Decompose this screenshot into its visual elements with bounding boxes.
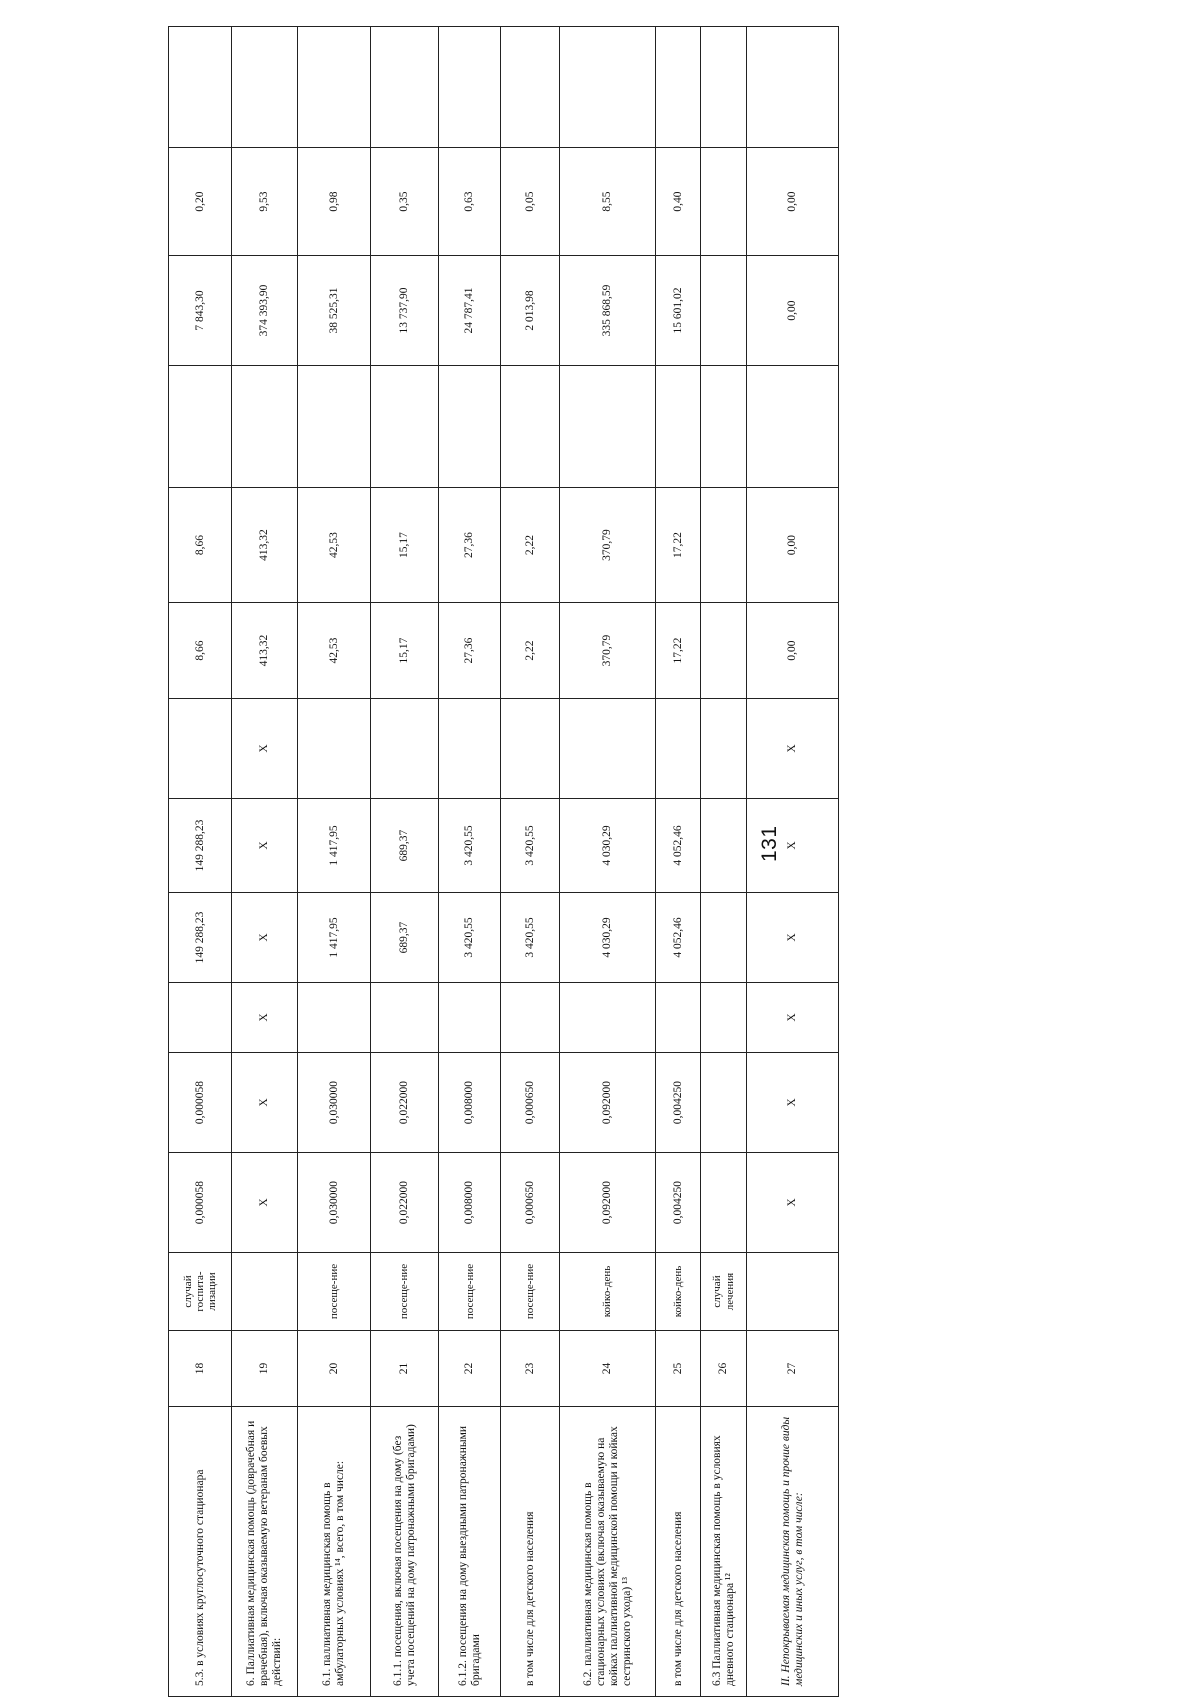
value-cell: 413,32 <box>232 603 298 699</box>
value-cell: 0,004250 <box>656 1053 701 1153</box>
value-cell: 4 052,46 <box>656 799 701 893</box>
value-cell <box>439 699 501 799</box>
unit-cell: койко-день <box>560 1253 656 1331</box>
value-cell: 149 288,23 <box>169 799 232 893</box>
value-cell: 17,22 <box>656 488 701 603</box>
value-cell <box>232 366 298 488</box>
value-cell: 0,35 <box>370 148 438 256</box>
value-cell <box>701 1053 747 1153</box>
row-number-cell: 22 <box>439 1331 501 1407</box>
unit-cell: посеще-ние <box>439 1253 501 1331</box>
value-cell: 15,17 <box>370 603 438 699</box>
value-cell <box>298 27 371 148</box>
value-cell: 413,32 <box>232 488 298 603</box>
row-name-cell: 6.1.1. посещения, включая посещения на дому (без учета посещений на дому патронажными бригадами) <box>370 1407 438 1697</box>
value-cell <box>560 27 656 148</box>
value-cell: 42,53 <box>298 603 371 699</box>
page-number: 131 <box>758 825 781 862</box>
value-cell: 0,022000 <box>370 1053 438 1153</box>
value-cell <box>560 983 656 1053</box>
value-cell: 370,79 <box>560 603 656 699</box>
row-name-cell: 6.1. паллиативная медицинская помощь в амбулаторных условиях ¹⁴, всего, в том числе: <box>298 1407 371 1697</box>
value-cell: X <box>232 893 298 983</box>
row-name-cell: 5.3. в условиях круглосуточного стационара <box>169 1407 232 1697</box>
value-cell <box>501 366 560 488</box>
value-cell: 42,53 <box>298 488 371 603</box>
value-cell: X <box>232 799 298 893</box>
table-row <box>370 27 438 1697</box>
value-cell: X <box>747 799 839 893</box>
value-cell: 0,092000 <box>560 1153 656 1253</box>
table-row <box>656 27 701 1697</box>
value-cell <box>501 983 560 1053</box>
value-cell: 9,53 <box>232 148 298 256</box>
row-number-cell: 19 <box>232 1331 298 1407</box>
value-cell: 3 420,55 <box>439 799 501 893</box>
value-cell: 27,36 <box>439 603 501 699</box>
value-cell: X <box>232 983 298 1053</box>
value-cell: 0,022000 <box>370 1153 438 1253</box>
row-name-cell: II. Непокрываемая медицинская помощь и прочие виды медицинских и иных услуг, в том числе: <box>747 1407 839 1697</box>
value-cell <box>560 699 656 799</box>
value-cell: 13 737,90 <box>370 256 438 366</box>
value-cell <box>169 983 232 1053</box>
row-number-cell: 24 <box>560 1331 656 1407</box>
table-row <box>560 27 656 1697</box>
value-cell <box>701 27 747 148</box>
value-cell: 0,63 <box>439 148 501 256</box>
value-cell <box>656 27 701 148</box>
value-cell <box>501 27 560 148</box>
unit-cell: посеще-ние <box>501 1253 560 1331</box>
value-cell: 0,05 <box>501 148 560 256</box>
value-cell: 0,98 <box>298 148 371 256</box>
value-cell <box>701 699 747 799</box>
table-row <box>439 27 501 1697</box>
value-cell: 0,40 <box>656 148 701 256</box>
value-cell: 4 030,29 <box>560 799 656 893</box>
value-cell: 0,004250 <box>656 1153 701 1253</box>
value-cell: 8,55 <box>560 148 656 256</box>
value-cell <box>169 699 232 799</box>
value-cell: 0,000650 <box>501 1153 560 1253</box>
table-row <box>747 27 839 1697</box>
value-cell: X <box>747 1153 839 1253</box>
value-cell <box>747 27 839 148</box>
value-cell <box>701 256 747 366</box>
unit-cell <box>747 1253 839 1331</box>
value-cell <box>232 27 298 148</box>
value-cell <box>560 366 656 488</box>
value-cell: 4 030,29 <box>560 893 656 983</box>
row-name-cell: в том числе для детского населения <box>656 1407 701 1697</box>
value-cell: 370,79 <box>560 488 656 603</box>
value-cell: 0,00 <box>747 256 839 366</box>
value-cell: 1 417,95 <box>298 799 371 893</box>
value-cell <box>439 27 501 148</box>
row-name-cell: 6.3 Паллиативная медицинская помощь в условиях дневного стационара ¹² <box>701 1407 747 1697</box>
table-row <box>232 27 298 1697</box>
value-cell: 0,000058 <box>169 1153 232 1253</box>
value-cell: 8,66 <box>169 488 232 603</box>
value-cell: 38 525,31 <box>298 256 371 366</box>
value-cell: 0,008000 <box>439 1153 501 1253</box>
table-row <box>298 27 371 1697</box>
value-cell: 27,36 <box>439 488 501 603</box>
value-cell <box>701 148 747 256</box>
table-row <box>701 27 747 1697</box>
value-cell: 689,37 <box>370 799 438 893</box>
value-cell: X <box>232 699 298 799</box>
value-cell: 3 420,55 <box>501 799 560 893</box>
value-cell: 0,000058 <box>169 1053 232 1153</box>
value-cell: 15,17 <box>370 488 438 603</box>
value-cell: X <box>232 1053 298 1153</box>
row-number-cell: 25 <box>656 1331 701 1407</box>
table-row <box>169 27 232 1697</box>
value-cell: 0,00 <box>747 603 839 699</box>
value-cell <box>656 699 701 799</box>
value-cell: 0,092000 <box>560 1053 656 1153</box>
value-cell <box>370 366 438 488</box>
value-cell <box>169 366 232 488</box>
value-cell <box>298 983 371 1053</box>
value-cell <box>656 983 701 1053</box>
value-cell <box>701 603 747 699</box>
value-cell: 2 013,98 <box>501 256 560 366</box>
value-cell: X <box>747 983 839 1053</box>
value-cell <box>701 983 747 1053</box>
row-name-cell: 6.2. паллиативная медицинская помощь в стационарных условиях (включая оказываемую на койках паллиативной медицинской помощи и койках сестринского ухода) ¹³ <box>560 1407 656 1697</box>
value-cell <box>701 488 747 603</box>
value-cell <box>169 27 232 148</box>
value-cell: 0,030000 <box>298 1053 371 1153</box>
row-number-cell: 27 <box>747 1331 839 1407</box>
value-cell: X <box>232 1153 298 1253</box>
value-cell <box>298 366 371 488</box>
value-cell: 3 420,55 <box>439 893 501 983</box>
unit-cell: койко-день <box>656 1253 701 1331</box>
value-cell: 17,22 <box>656 603 701 699</box>
row-name-cell: в том числе для детского населения <box>501 1407 560 1697</box>
value-cell <box>370 699 438 799</box>
row-number-cell: 23 <box>501 1331 560 1407</box>
value-cell: 374 393,90 <box>232 256 298 366</box>
row-number-cell: 18 <box>169 1331 232 1407</box>
value-cell <box>701 799 747 893</box>
value-cell: 0,030000 <box>298 1153 371 1253</box>
row-name-cell: 6.1.2. посещения на дому выездными патронажными бригадами <box>439 1407 501 1697</box>
table-wrapper <box>168 27 839 1697</box>
table-row <box>501 27 560 1697</box>
value-cell: 689,37 <box>370 893 438 983</box>
value-cell <box>439 983 501 1053</box>
value-cell <box>370 27 438 148</box>
value-cell: 24 787,41 <box>439 256 501 366</box>
unit-cell: посеще-ние <box>298 1253 371 1331</box>
value-cell <box>701 1153 747 1253</box>
value-cell: 3 420,55 <box>501 893 560 983</box>
value-cell: 8,66 <box>169 603 232 699</box>
data-table <box>168 26 839 1697</box>
value-cell: 4 052,46 <box>656 893 701 983</box>
value-cell: 2,22 <box>501 488 560 603</box>
value-cell: 0,00 <box>747 488 839 603</box>
value-cell: 0,20 <box>169 148 232 256</box>
unit-cell: случай госпита-лизации <box>169 1253 232 1331</box>
value-cell: 0,000650 <box>501 1053 560 1153</box>
value-cell: X <box>747 699 839 799</box>
value-cell <box>298 699 371 799</box>
unit-cell <box>232 1253 298 1331</box>
row-number-cell: 21 <box>370 1331 438 1407</box>
value-cell: X <box>747 1053 839 1153</box>
value-cell <box>701 366 747 488</box>
unit-cell: посеще-ние <box>370 1253 438 1331</box>
row-name-cell: 6. Паллиативная медицинская помощь (доврачебная и врачебная), включая оказываемую ветеранам боевых действий: <box>232 1407 298 1697</box>
value-cell: 149 288,23 <box>169 893 232 983</box>
value-cell: X <box>747 893 839 983</box>
row-number-cell: 20 <box>298 1331 371 1407</box>
value-cell: 335 868,59 <box>560 256 656 366</box>
value-cell: 7 843,30 <box>169 256 232 366</box>
value-cell <box>501 699 560 799</box>
unit-cell: случай лечения <box>701 1253 747 1331</box>
value-cell: 2,22 <box>501 603 560 699</box>
value-cell: 15 601,02 <box>656 256 701 366</box>
row-number-cell: 26 <box>701 1331 747 1407</box>
value-cell <box>747 366 839 488</box>
value-cell <box>370 983 438 1053</box>
value-cell <box>439 366 501 488</box>
value-cell: 1 417,95 <box>298 893 371 983</box>
value-cell: 0,008000 <box>439 1053 501 1153</box>
table-body <box>169 27 839 1697</box>
value-cell <box>701 893 747 983</box>
value-cell <box>656 366 701 488</box>
value-cell: 0,00 <box>747 148 839 256</box>
